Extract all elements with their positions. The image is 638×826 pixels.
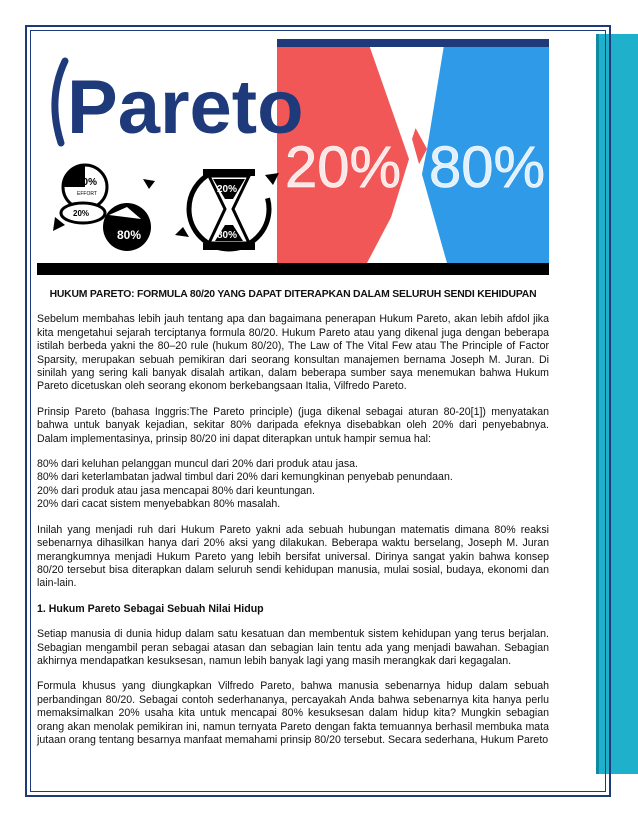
right-percent: 80%	[429, 135, 546, 200]
list-item: 20% dari cacat sistem menyebabkan 80% masalah.	[37, 498, 281, 511]
paragraph-essence: Inilah yang menjadi ruh dari Hukum Pareto yakni ada sebuah hubungan matematis dimana 80% reaksi sebenarnya dihasilkan hanya dari 20% aksi yang dilakukan. Beberapa waktu berselang, Joseph M. Juran merangkumnya menjadi Hukum Pareto yang lebih bersifat universal. Dirinya sangat yakin bahwa konsep 80/20 tersebut bisa diterapkan dalam seluruh sendi kehidupan manusia, mulai sosial, budaya, ekonomi dan lain-lain.	[37, 523, 549, 590]
paragraph-life-system: Setiap manusia di dunia hidup dalam satu kesatuan dan membentuk sistem kehidupan yang terus berjalan. Sebagian mengambil peran sebagai atasan dan sebagian lain tentu ada yang menjadi bawahan. Sebagian akhirnya mendapatkan kesuksesan, namun lebih banyak lagi yang masih merangkak dari kegagalan.	[37, 628, 549, 667]
svg-text:80%: 80%	[117, 228, 142, 242]
brand-wordmark: Pareto	[67, 65, 304, 150]
pareto-banner	[37, 39, 549, 275]
paragraph-formula: Formula khusus yang diungkapkan Vilfredo Pareto, bahwa manusia sebenarnya hidup dalam sebuah perbandingan 80/20. Sebagai contoh sederhananya, percayakah Anda bahwa sebenarnya kita hanya perlu memaksimalkan 20% usaha kita untuk mencapai 80% kesuksesan dalam hidup kita? Mungkin sebagian orang akan menolak pemikiran ini, namun ternyata Pareto dengan fakta temuannya berhasil membuka mata jutaan orang tentang besarnya manfaat memahami prinsip 80/20 tersebut. Secara sederhana, Hukum Pareto	[37, 680, 549, 746]
svg-text:80%: 80%	[77, 177, 98, 188]
paragraph-history: Sebelum membahas lebih jauh tentang apa dan bagaimana penerapan Hukum Pareto, akan lebih afdol jika kita mengetahui sejarah terciptanya formula 80/20. Hukum Pareto atau yang dikenal juga dengan beberapa istilah berbeda yakni the 80–20 rule (hukum 80/20), The Law of The Vital Few atau The Principle of Factor Sparsity, merupakan sebuah pemikiran dari seorang konsultan manajemen bernama Joseph M. Juran. Di sinilah yang sering kali banyak disalah artikan, dalam beberapa sumber saya menemukan bahwa Hukum Pareto dicetuskan oleh seorang ekonom berkebangsaan Italia, Vilfredo Pareto.	[37, 313, 549, 393]
pareto-banner-graphic	[37, 39, 549, 275]
banner-bottom-bar	[37, 263, 549, 275]
list-item: 80% dari keterlambatan jadwal timbul dari 20% dari kemungkinan penyebab penundaan.	[37, 471, 453, 484]
article-body	[37, 288, 549, 759]
svg-text:EFFORT: EFFORT	[77, 191, 97, 197]
list-item: 20% dari produk atau jasa mencapai 80% dari keuntungan.	[37, 484, 315, 497]
svg-text:20%: 20%	[73, 209, 90, 218]
svg-text:80%: 80%	[217, 230, 238, 241]
svg-text:20%: 20%	[217, 184, 238, 195]
examples-list	[37, 458, 549, 512]
paragraph-principle: Prinsip Pareto (bahasa Inggris:The Pareto principle) (juga dikenal sebagai aturan 80-20[1]) menyatakan bahwa untuk banyak kejadian, sekitar 80% daripada efeknya disebabkan oleh 20% dari penyebabnya. Dalam implementasinya, prinsip 80/20 ini dapat diterapkan untuk hampir semua hal:	[37, 405, 549, 445]
section-heading-1: 1. Hukum Pareto Sebagai Sebuah Nilai Hidup	[37, 602, 264, 615]
article-title: HUKUM PARETO: FORMULA 80/20 YANG DAPAT DITERAPKAN DALAM SELURUH SENDI KEHIDUPAN	[49, 289, 537, 300]
left-percent: 20%	[285, 135, 402, 200]
list-item: 80% dari keluhan pelanggan muncul dari 20% dari produk atau jasa.	[37, 458, 358, 471]
